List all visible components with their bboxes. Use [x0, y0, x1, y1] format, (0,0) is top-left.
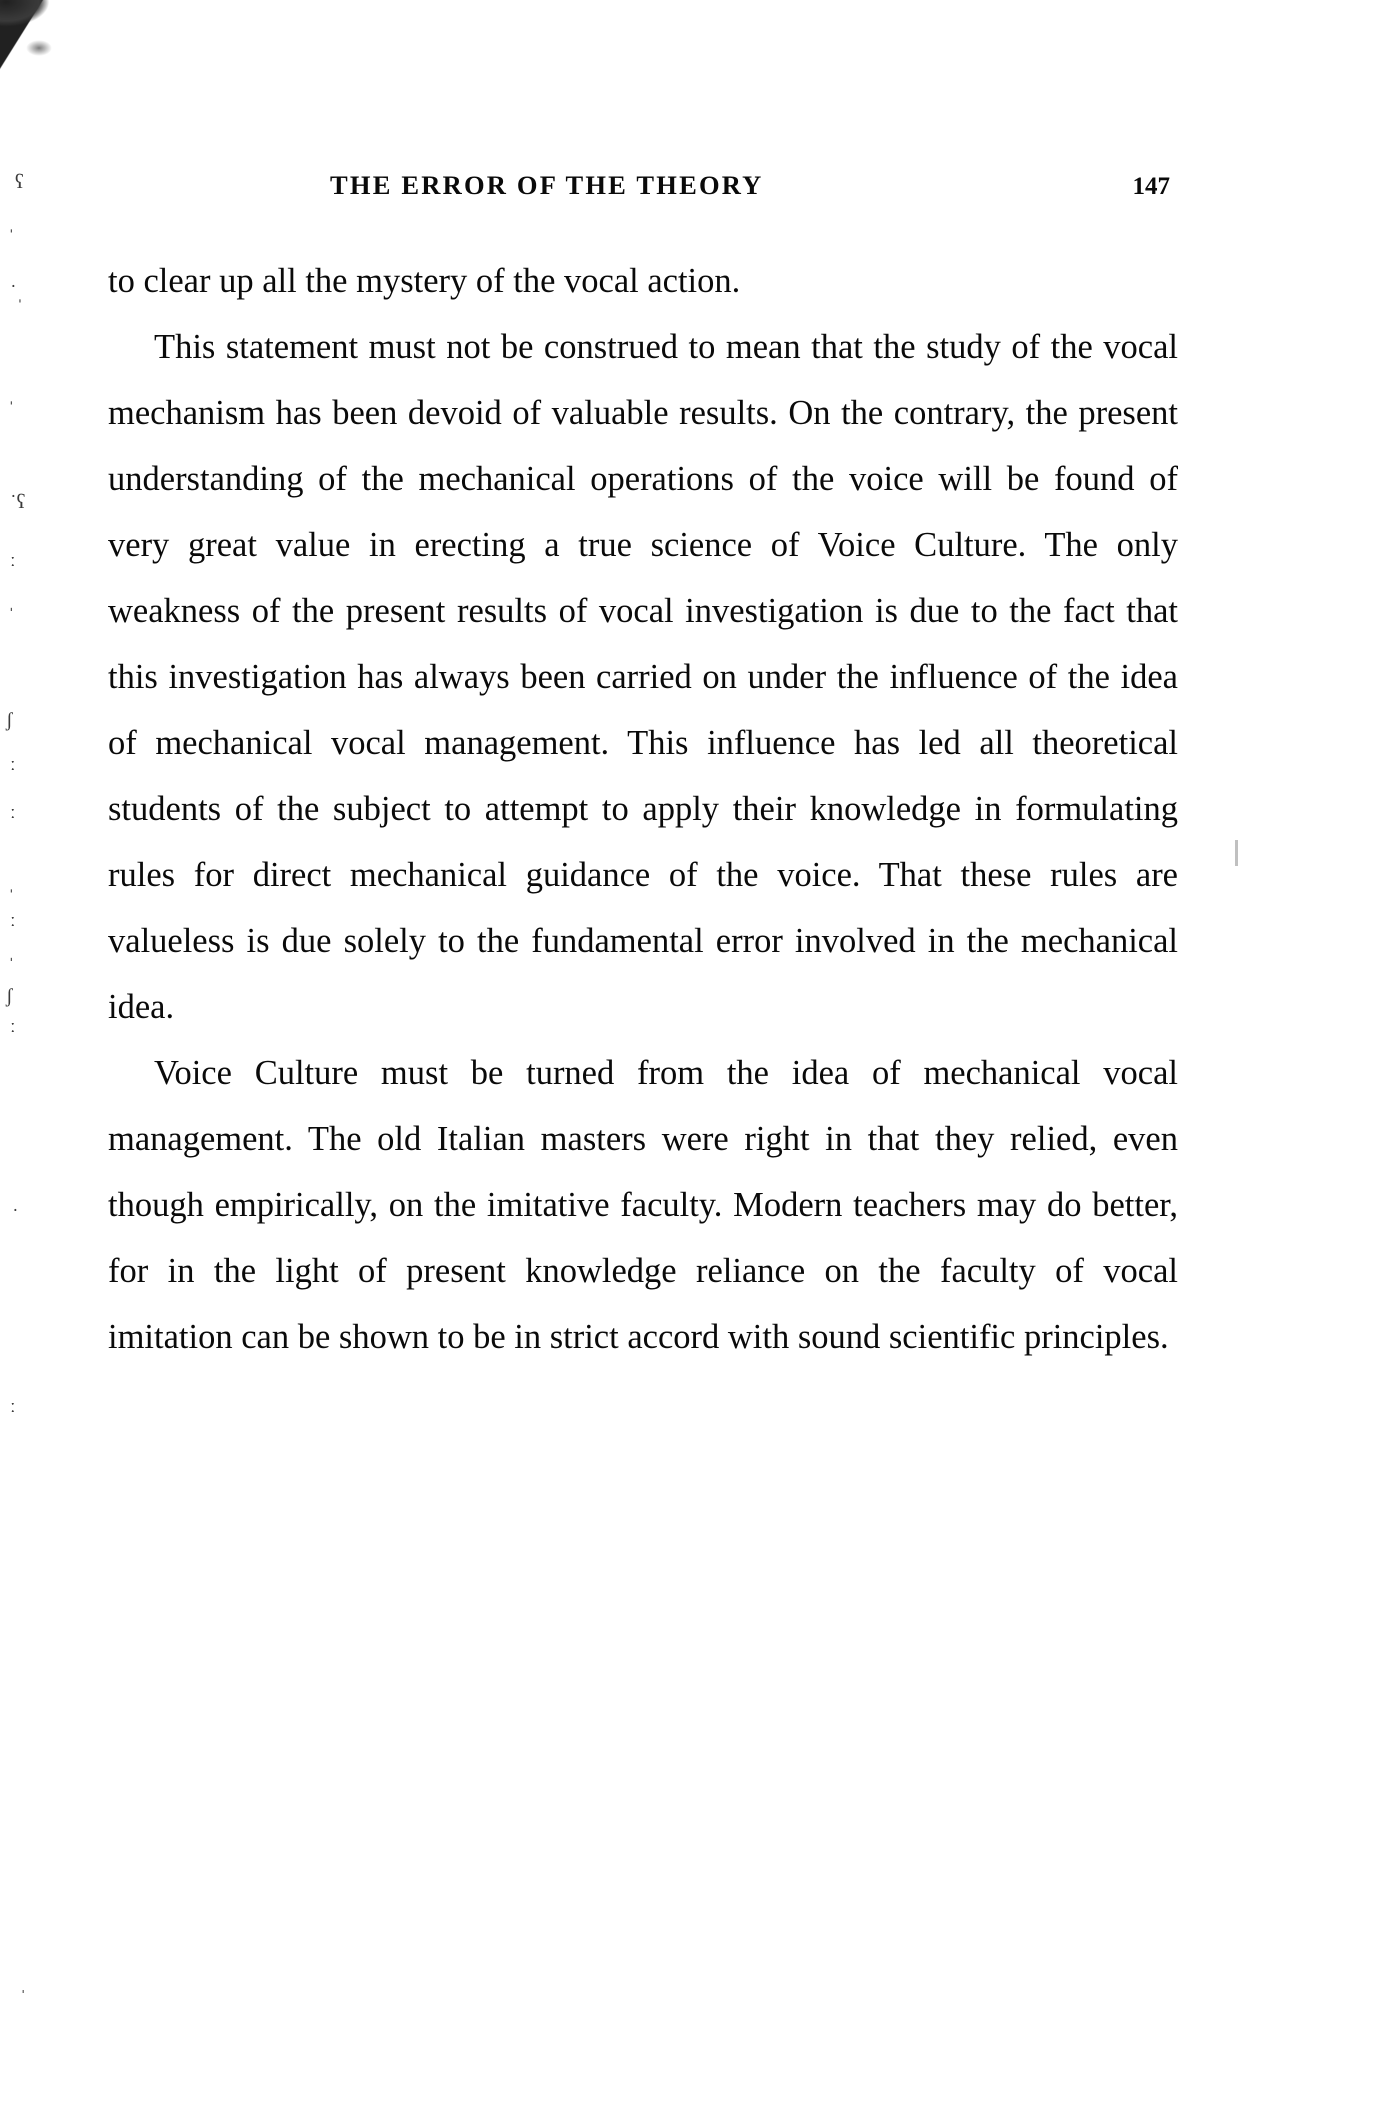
margin-mark: ʃ: [6, 709, 13, 731]
scan-corner-artifact: [0, 0, 86, 74]
paragraph: Voice Culture must be turned from the idea of mechanical vocal management. The old Italian masters were right in that they relied, even though empirically, on the imitative faculty. Modern teachers may do better, for in the light of present knowledge reliance on the faculty of vocal imitation can be shown to be in strict accord with sound scientific principles.: [108, 1054, 1178, 1356]
page-body: [108, 248, 1178, 1370]
margin-mark: ˌ: [8, 211, 15, 233]
margin-mark: ˈ: [8, 605, 15, 627]
margin-mark: ˙ˌ: [10, 281, 24, 303]
margin-mark: ː: [10, 801, 16, 823]
page-number: 147: [1132, 173, 1170, 200]
margin-mark: ˈ: [8, 955, 15, 977]
page-header: [330, 170, 1170, 201]
margin-mark: ː: [10, 753, 16, 775]
paragraph: to clear up all the mystery of the vocal action.: [108, 262, 741, 300]
paragraph: This statement must not be construed to mean that the study of the vocal mechanism has been devoid of valuable results. On the contrary, the present understanding of the mechanical operations of the voice will be found of very great value in erecting a true science of Voice Culture. The only weakness of the present results of vocal investigation is due to the fact that this investigation has always been carried on under the influence of the idea of mechanical vocal management. This influence has led all theoretical students of the subject to attempt to apply their knowledge in formulating rules for direct mechanical guidance of the voice. That these rules are valueless is due solely to the fundamental error involved in the mechanical idea.: [108, 328, 1178, 1026]
margin-mark: ˙: [12, 1205, 19, 1227]
scan-smudge-artifact: [1235, 840, 1238, 866]
margin-mark: ʕ: [10, 171, 24, 193]
margin-mark: ʃ: [6, 985, 13, 1007]
margin-mark: ˌ: [8, 871, 15, 893]
margin-mark: ː: [10, 909, 16, 931]
margin-mark: ˌ: [20, 1973, 27, 1994]
margin-mark: ˙ʕ: [10, 491, 26, 513]
margin-mark: ː: [10, 1395, 16, 1417]
margin-mark: ː: [10, 1015, 16, 1037]
margin-mark: ˌ: [8, 383, 15, 405]
margin-mark: ː: [10, 549, 16, 571]
running-head: THE ERROR OF THE THEORY: [330, 170, 764, 200]
margin-marks: [0, 150, 46, 1950]
